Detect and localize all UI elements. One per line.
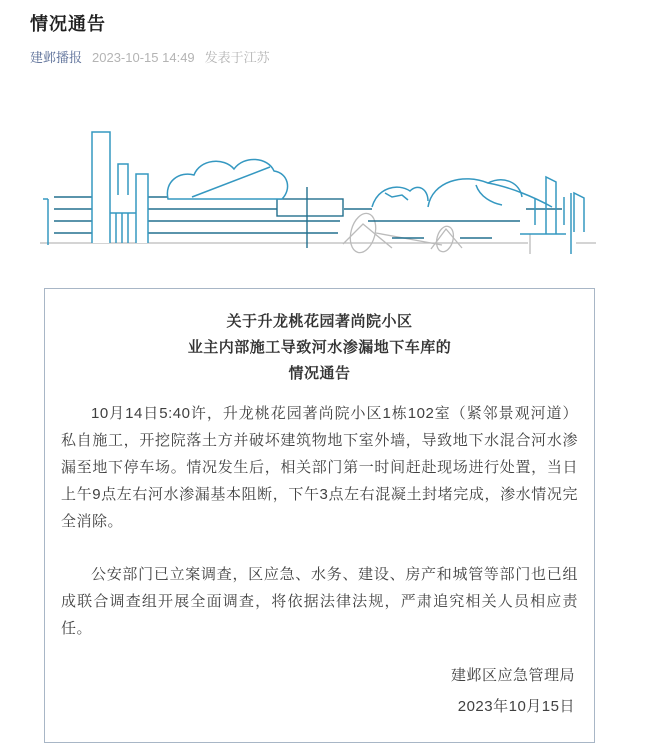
notice-title <box>61 309 578 387</box>
signature-org: 建邺区应急管理局 <box>450 667 575 684</box>
notice-paragraph-1: 10月14日5:40许，升龙桃花园著尚院小区1栋102室（紧邻景观河道）私自施工，开挖院落土方并破坏建筑物地下室外墙，导致地下水混合河水渗漏至地下停车场。情况发生后，相关部门第一时间赶赴现场进行处置，当日上午9点左右河水渗漏基本阻断，下午3点左右混凝土封堵完成，渗水情况完全消除。 <box>61 405 578 530</box>
article-header <box>0 0 649 67</box>
author-link[interactable]: 建邺播报 <box>30 50 83 65</box>
city-skyline-illustration <box>40 117 610 269</box>
notice-box <box>44 288 595 743</box>
notice-title-line-1: 关于升龙桃花园著尚院小区 <box>226 313 413 330</box>
page-title: 情况通告 <box>30 14 106 34</box>
notice-paragraph-2: 公安部门已立案调查，区应急、水务、建设、房产和城管等部门也已组成联合调查组开展全面调查，将依据法律法规，严肃追究相关人员相应责任。 <box>61 566 578 637</box>
notice-title-line-2: 业主内部施工导致河水渗漏地下车库的 <box>187 339 452 356</box>
signature-block <box>61 660 578 722</box>
city-skyline-svg <box>40 117 610 269</box>
publish-location: 发表于江苏 <box>204 50 270 65</box>
publish-timestamp: 2023-10-15 14:49 <box>92 50 195 65</box>
notice-title-line-3: 情况通告 <box>288 365 351 382</box>
article-meta <box>30 49 619 67</box>
signature-date: 2023年10月15日 <box>457 698 575 715</box>
